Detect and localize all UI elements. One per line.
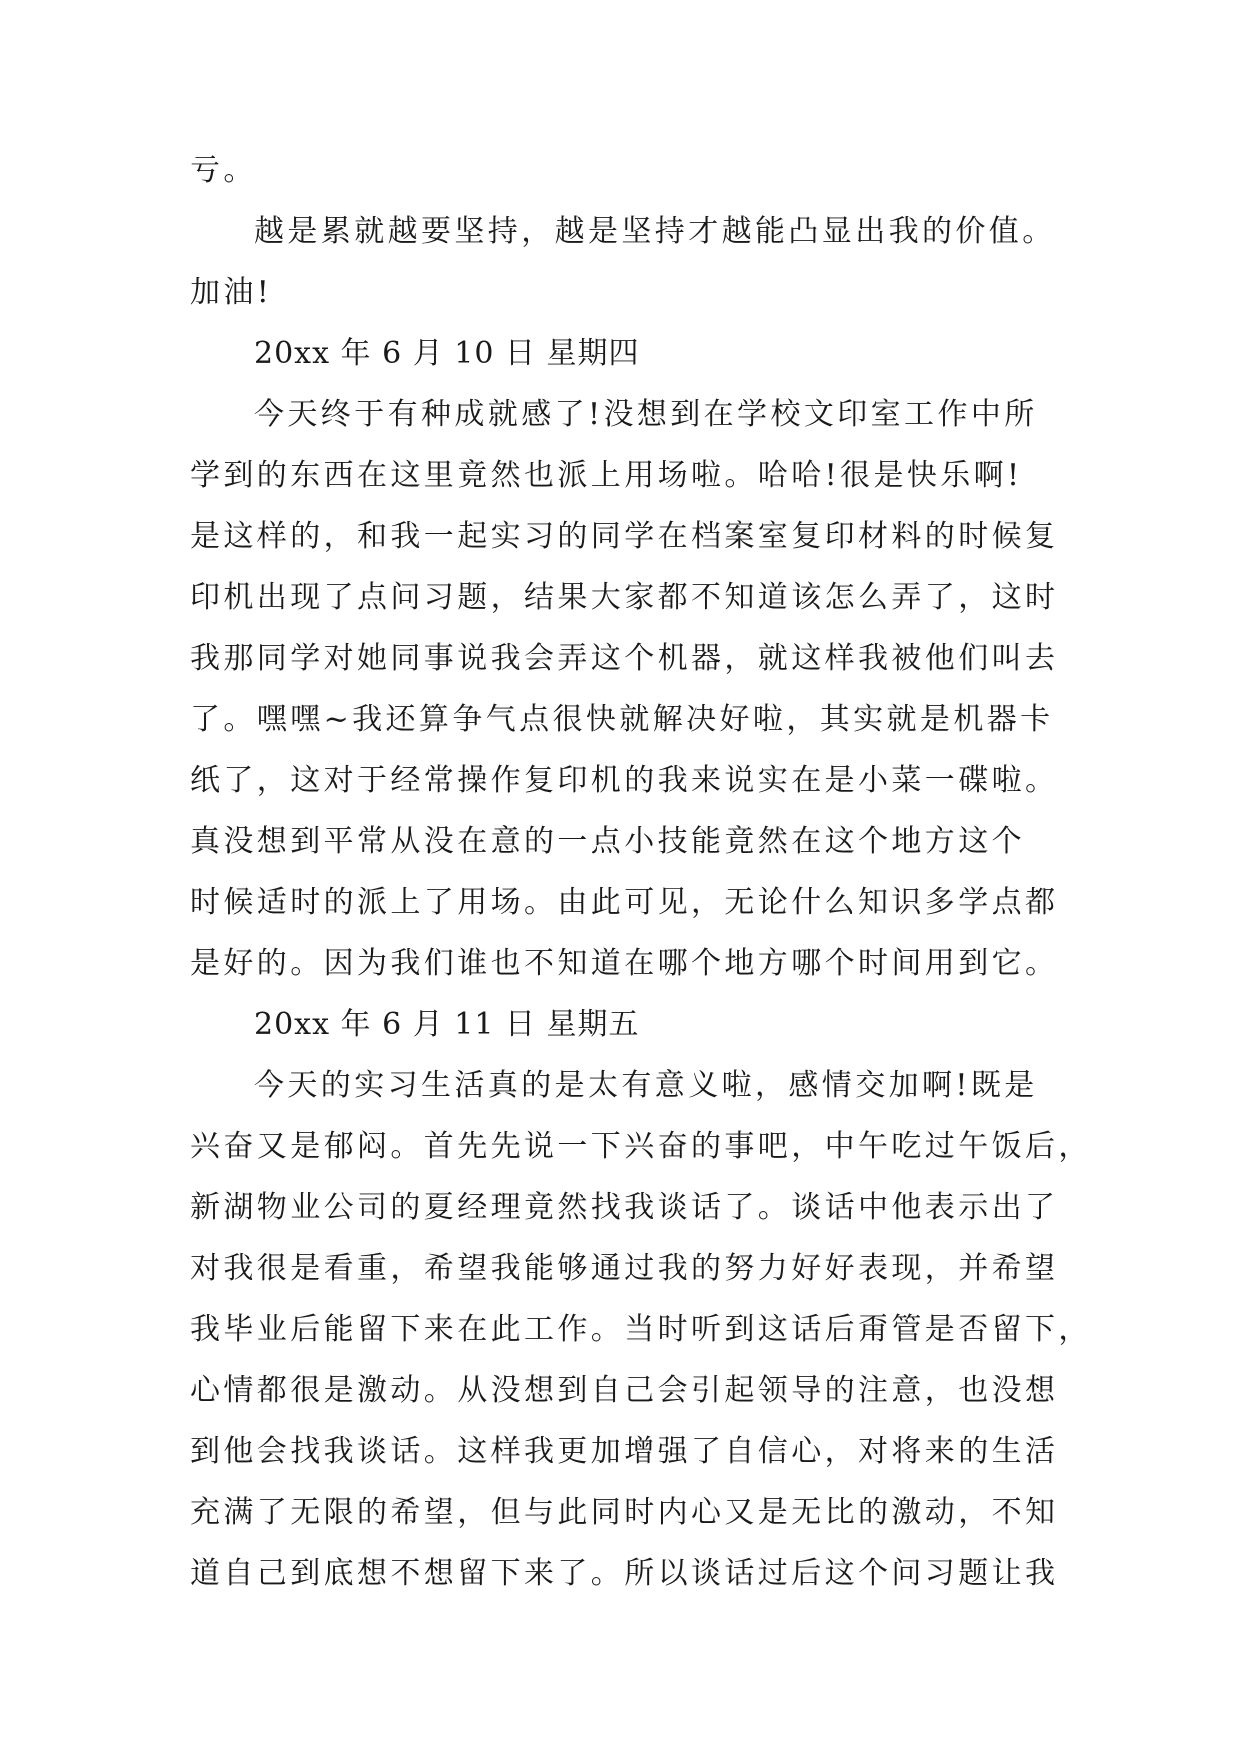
text-line: 我那同学对她同事说我会弄这个机器，就这样我被他们叫去 <box>190 641 1059 676</box>
diary-date-heading: 20xx 年 6 月 10 日 星期四 <box>254 336 640 371</box>
diary-date-heading: 20xx 年 6 月 11 日 星期五 <box>254 1007 640 1042</box>
text-line: 真没想到平常从没在意的一点小技能竟然在这个地方这个 <box>190 824 1025 859</box>
text-line: 道自己到底想不想留下来了。所以谈话过后这个问习题让我 <box>190 1556 1059 1591</box>
text-line: 亏。 <box>190 153 257 188</box>
text-line: 学到的东西在这里竟然也派上用场啦。哈哈!很是快乐啊! <box>190 458 1023 493</box>
text-line: 我毕业后能留下来在此工作。当时听到这话后甭管是否留下， <box>190 1312 1092 1347</box>
text-line: 充满了无限的希望，但与此同时内心又是无比的激动，不知 <box>190 1495 1059 1530</box>
text-line: 时候适时的派上了用场。由此可见，无论什么知识多学点都 <box>190 885 1059 920</box>
text-line: 今天终于有种成就感了!没想到在学校文印室工作中所 <box>254 397 1038 432</box>
text-line: 加油! <box>190 275 273 310</box>
text-line: 纸了，这对于经常操作复印机的我来说实在是小菜一碟啦。 <box>190 763 1059 798</box>
text-line: 新湖物业公司的夏经理竟然找我谈话了。谈话中他表示出了 <box>190 1190 1059 1225</box>
text-line: 对我很是看重，希望我能够通过我的努力好好表现，并希望 <box>190 1251 1059 1286</box>
text-line: 越是累就越要坚持，越是坚持才越能凸显出我的价值。 <box>254 214 1056 249</box>
text-line: 今天的实习生活真的是太有意义啦，感情交加啊!既是 <box>254 1068 1038 1103</box>
text-line: 心情都很是激动。从没想到自己会引起领导的注意，也没想 <box>190 1373 1059 1408</box>
text-line: 印机出现了点问习题，结果大家都不知道该怎么弄了，这时 <box>190 580 1059 615</box>
text-line: 到他会找我谈话。这样我更加增强了自信心，对将来的生活 <box>190 1434 1059 1469</box>
text-line: 了。嘿嘿~我还算争气点很快就解决好啦，其实就是机器卡 <box>190 702 1054 737</box>
text-line: 兴奋又是郁闷。首先先说一下兴奋的事吧，中午吃过午饭后， <box>190 1129 1092 1164</box>
text-line: 是这样的，和我一起实习的同学在档案室复印材料的时候复 <box>190 519 1059 554</box>
text-line: 是好的。因为我们谁也不知道在哪个地方哪个时间用到它。 <box>190 946 1059 981</box>
